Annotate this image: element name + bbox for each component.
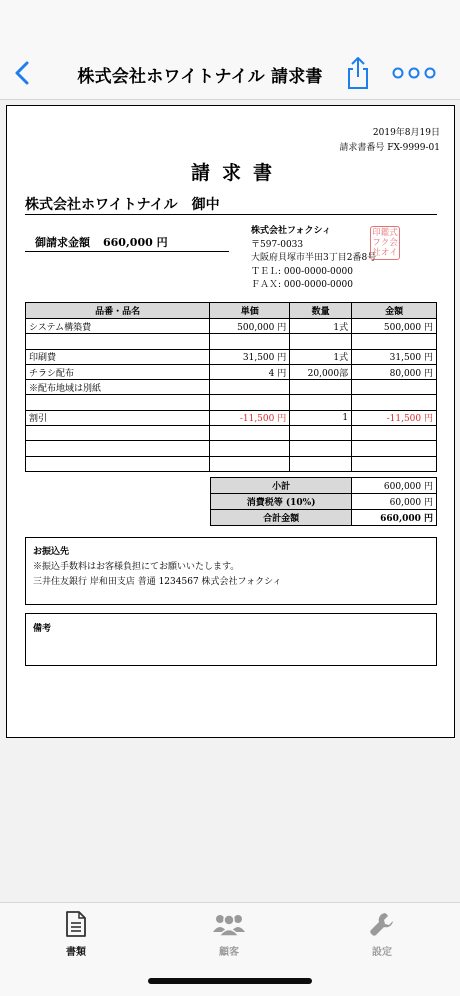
cell-price [210, 456, 290, 471]
cell-qty [290, 426, 352, 441]
cell-amount [352, 441, 437, 456]
cell-amount: 80,000 円 [352, 364, 437, 379]
cell-qty: 20,000部 [290, 364, 352, 379]
more-button[interactable] [390, 62, 438, 84]
cell-price: 500,000 円 [210, 319, 290, 334]
chevron-left-icon [8, 58, 38, 88]
grand-total-label: 合計金額 [211, 510, 352, 526]
table-row [26, 410, 437, 425]
summary-table [210, 477, 437, 526]
total-underline [25, 251, 229, 252]
table-row [26, 364, 437, 379]
navigation-bar [0, 0, 460, 100]
document-preview[interactable] [0, 100, 460, 902]
header-amount: 金額 [352, 303, 437, 319]
issuer-address: 大阪府貝塚市半田3丁目2番8号 [251, 253, 377, 263]
cell-item [26, 334, 210, 349]
cell-price [210, 395, 290, 410]
grand-total-value: 660,000 円 [352, 510, 437, 526]
cell-amount [352, 395, 437, 410]
back-button[interactable] [8, 58, 38, 88]
cell-amount [352, 456, 437, 471]
cell-item: チラシ配布 [26, 364, 210, 379]
cell-item: 割引 [26, 410, 210, 425]
items-table [25, 302, 437, 472]
cell-amount [352, 380, 437, 395]
page-title: 株式会社ホワイトナイル 請求書 [77, 67, 323, 87]
invoice-date: 2019年8月19日 [372, 128, 440, 138]
tab-settings[interactable] [332, 911, 432, 963]
issuer-postal: 〒597-0033 [251, 239, 304, 250]
client-name: 株式会社ホワイトナイル 御中 [25, 197, 220, 213]
bank-account: 三井住友銀行 岸和田支店 普通 1234567 株式会社フォクシィ [33, 577, 282, 587]
tab-documents[interactable] [26, 911, 126, 963]
subtotal-value: 600,000 円 [352, 478, 437, 494]
summary-row [211, 510, 437, 526]
client-underline [25, 214, 437, 215]
bank-transfer-box [25, 537, 437, 605]
cell-amount: -11,500 円 [352, 410, 437, 425]
table-row [26, 395, 437, 410]
cell-price: -11,500 円 [210, 410, 290, 425]
share-icon [342, 55, 374, 91]
cell-qty [290, 441, 352, 456]
cell-price [210, 426, 290, 441]
invoice-number: 請求書番号 FX-9999-01 [339, 143, 440, 153]
invoice-page [6, 105, 455, 738]
bank-heading: お振込先 [33, 547, 70, 557]
tab-customers-label: 顧客 [219, 947, 239, 958]
table-row [26, 334, 437, 349]
tab-bar [0, 902, 460, 996]
table-row [26, 426, 437, 441]
header-item-name: 品番・品名 [26, 303, 210, 319]
cell-qty [290, 380, 352, 395]
cell-price [210, 334, 290, 349]
cell-item [26, 426, 210, 441]
table-row [26, 319, 437, 334]
cell-price [210, 380, 290, 395]
notes-box [25, 613, 437, 666]
notes-heading: 備考 [33, 624, 52, 634]
table-row [26, 380, 437, 395]
cell-qty [290, 334, 352, 349]
cell-item [26, 441, 210, 456]
summary-row [211, 494, 437, 510]
company-seal-stamp: 印 鑑 式 フ ク 会 社 オ イ [370, 226, 400, 260]
cell-qty: 1 [290, 410, 352, 425]
issuer-block [251, 225, 376, 293]
tax-label: 消費税等 (10%) [211, 494, 352, 510]
cell-qty: 1式 [290, 319, 352, 334]
document-icon [65, 911, 87, 937]
issuer-company: 株式会社フォクシィ [251, 226, 332, 236]
bank-fee-note: ※振込手数料はお客様負担にてお願いいたします。 [33, 562, 240, 572]
cell-item: システム構築費 [26, 319, 210, 334]
summary-row [211, 478, 437, 494]
cell-amount: 500,000 円 [352, 319, 437, 334]
table-row [26, 349, 437, 364]
share-button[interactable] [342, 55, 374, 91]
ellipsis-icon [390, 62, 438, 84]
subtotal-label: 小計 [211, 478, 352, 494]
wrench-icon [369, 911, 395, 937]
table-row [26, 441, 437, 456]
table-row [26, 456, 437, 471]
cell-item [26, 456, 210, 471]
issuer-tel: ＴＥＬ: 000-0000-0000 [251, 266, 353, 277]
cell-amount [352, 334, 437, 349]
cell-price [210, 441, 290, 456]
cell-price: 31,500 円 [210, 349, 290, 364]
cell-qty [290, 395, 352, 410]
issuer-fax: ＦＡＸ: 000-0000-0000 [251, 280, 353, 290]
tax-value: 60,000 円 [352, 494, 437, 510]
cell-qty [290, 456, 352, 471]
cell-item [26, 395, 210, 410]
header-unit-price: 単価 [210, 303, 290, 319]
header-quantity: 数量 [290, 303, 352, 319]
cell-amount [352, 426, 437, 441]
total-label: 御請求金額 [35, 236, 90, 249]
cell-qty: 1式 [290, 349, 352, 364]
cell-item: ※配布地域は別紙 [26, 380, 210, 395]
tab-settings-label: 設定 [372, 947, 392, 958]
cell-price: 4 円 [210, 364, 290, 379]
cell-amount: 31,500 円 [352, 349, 437, 364]
people-icon [212, 911, 246, 937]
total-amount: 660,000 円 [103, 236, 168, 249]
cell-item: 印刷費 [26, 349, 210, 364]
home-indicator [148, 978, 312, 984]
tab-customers[interactable] [179, 911, 279, 963]
invoice-title: 請求書 [190, 162, 284, 184]
table-header-row [26, 303, 437, 319]
tab-documents-label: 書類 [66, 947, 86, 958]
